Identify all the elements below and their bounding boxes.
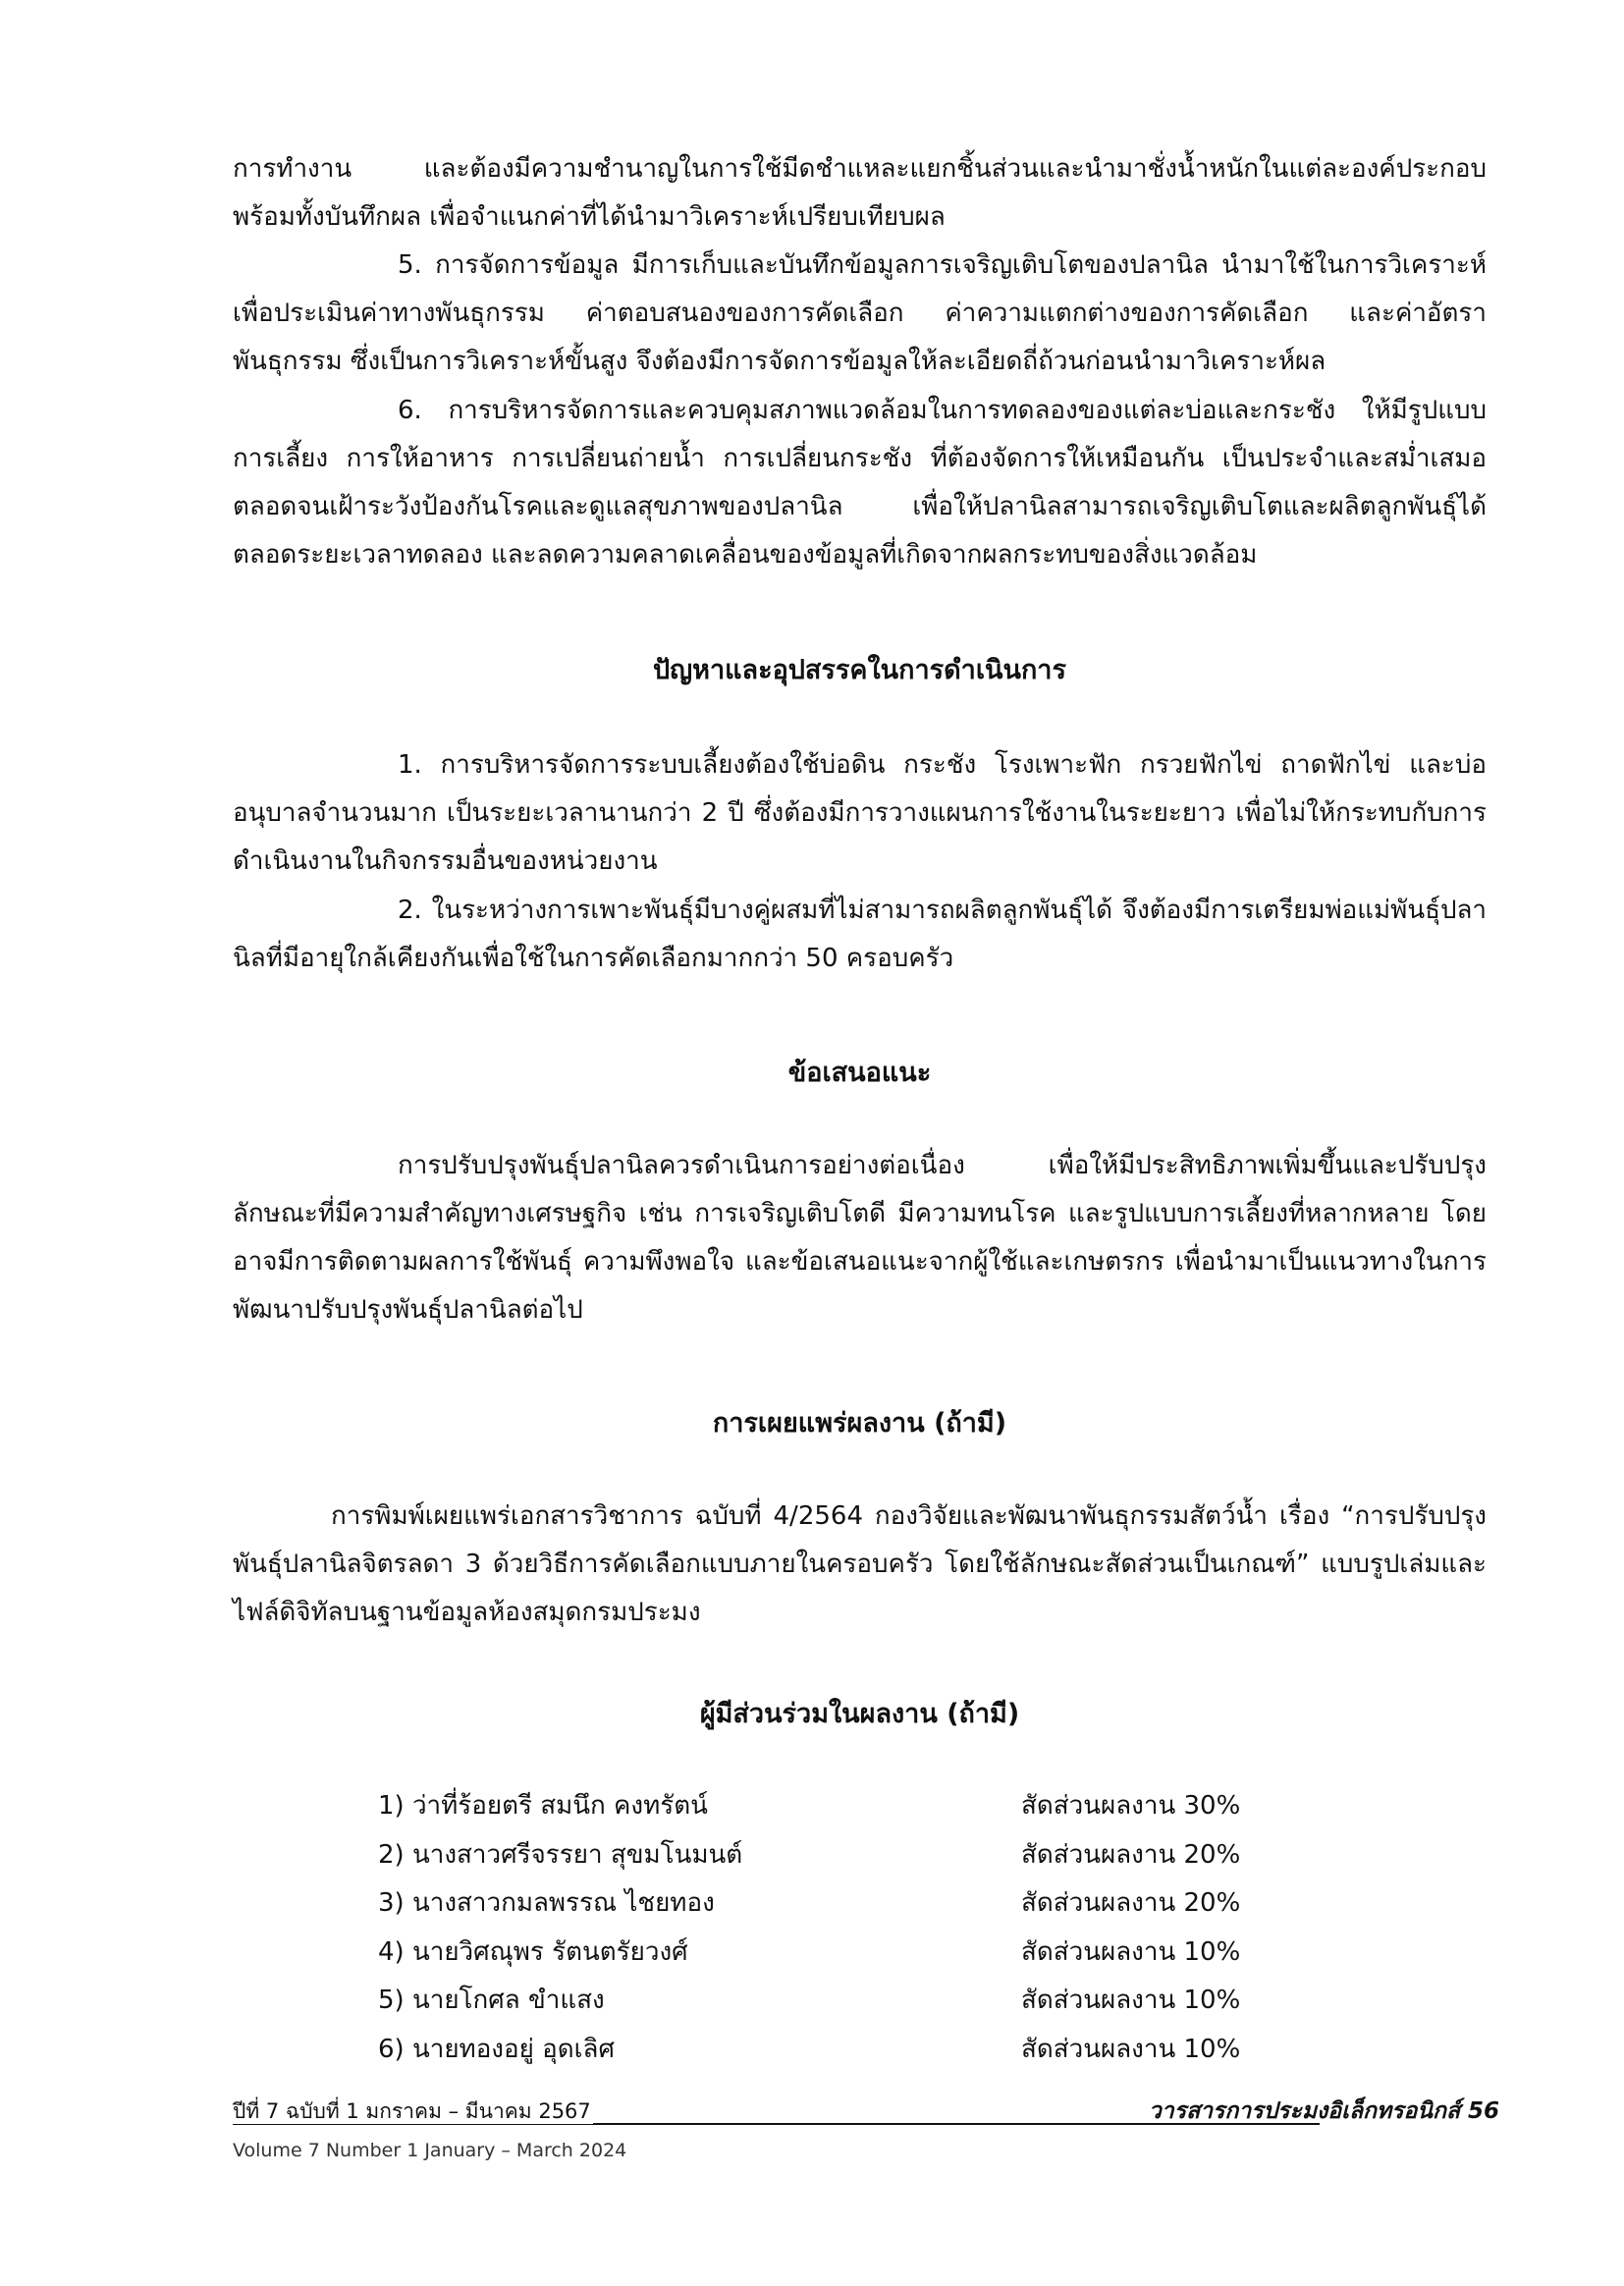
contributor-name: 3) นางสาวกมลพรรณ ไชยทอง <box>378 1888 715 1918</box>
contributors-heading: ผู้มีส่วนร่วมในผลงาน (ถ้ามี) <box>699 1699 1020 1729</box>
contributor-name: 2) นางสาวศรีจรรยา สุขมโนมนต์ <box>378 1839 743 1870</box>
list-item <box>378 2026 1321 2075</box>
contributors-list <box>378 1782 1321 2074</box>
contributor-share: สัดส่วนผลงาน 20% <box>1021 1839 1241 1870</box>
contributor-share: สัดส่วนผลงาน 20% <box>1021 1888 1241 1918</box>
dissemination-paragraph: การพิมพ์เผยแพร่เอกสารวิชาการ ฉบับที่ 4/2564 กองวิจัยและพัฒนาพันธุกรรมสัตว์น้ำ เรื่อง “การปรับปรุงพันธุ์ปลานิลจิตรลดา 3 ด้วยวิธีการคัดเลือกแบบภายในครอบครัว โดยใช้ลักษณะสัดส่วนเป็นเกณฑ์” แบบรูปเล่มและไฟล์ดิจิทัลบนฐานข้อมูลห้องสมุดกรมประมง <box>233 1501 1487 1627</box>
contributor-share: สัดส่วนผลงาน 10% <box>1021 2034 1241 2064</box>
footer-issue-thai: ปีที่ 7 ฉบับที่ 1 มกราคม – มีนาคม 2567 <box>233 2099 591 2123</box>
paragraph-data-management: 5. การจัดการข้อมูล มีการเก็บและบันทึกข้อมูลการเจริญเติบโตของปลานิล นำมาใช้ในการวิเคราะห์เพื่อประเมินค่าทางพันธุกรรม ค่าตอบสนองของการคัดเลือก ค่าความแตกต่างของการคัดเลือก และค่าอัตราพันธุกรรม ซึ่งเป็นการวิเคราะห์ขั้นสูง จึงต้องมีการจัดการข้อมูลให้ละเอียดถี่ถ้วนก่อนนำมาวิเคราะห์ผล <box>233 250 1487 376</box>
list-item <box>378 1831 1321 1880</box>
problem-item-2: 2. ในระหว่างการเพาะพันธุ์มีบางคู่ผสมที่ไม่สามารถผลิตลูกพันธุ์ได้ จึงต้องมีการเตรียมพ่อแม่พันธุ์ปลานิลที่มีอายุใกล้เคียงกันเพื่อใช้ในการคัดเลือกมากกว่า 50 ครอบครัว <box>233 896 1487 973</box>
list-item <box>378 1879 1321 1929</box>
contributor-name: 4) นายวิศณุพร รัตนตรัยวงศ์ <box>378 1936 688 1967</box>
footer-journal-title: วารสารการประมงอิเล็กทรอนิกส์ 56 <box>1148 2098 1499 2124</box>
contributor-name: 6) นายทองอยู่ อุดเลิศ <box>378 2034 615 2064</box>
dissemination-heading: การเผยแพร่ผลงาน (ถ้ามี) <box>712 1408 1007 1439</box>
footer-issue-english: Volume 7 Number 1 January – March 2024 <box>233 2140 627 2161</box>
paragraph-environment-control: 6. การบริหารจัดการและควบคุมสภาพแวดล้อมในการทดลองของแต่ละบ่อและกระชัง ให้มีรูปแบบการเลี้ยง การให้อาหาร การเปลี่ยนถ่ายน้ำ การเปลี่ยนกระชัง ที่ต้องจัดการให้เหมือนกัน เป็นประจำและสม่ำเสมอ ตลอดจนเฝ้าระวังป้องกันโรคและดูแลสุขภาพของปลานิล เพื่อให้ปลานิลสามารถเจริญเติบโตและผลิตลูกพันธุ์ได้ตลอดระยะเวลาทดลอง และลดความคลาดเคลื่อนของข้อมูลที่เกิดจากผลกระทบของสิ่งแวดล้อม <box>233 396 1487 570</box>
list-item <box>378 1977 1321 2026</box>
list-item <box>378 1929 1321 1978</box>
problems-heading: ปัญหาและอุปสรรคในการดำเนินการ <box>653 655 1066 685</box>
contributor-share: สัดส่วนผลงาน 30% <box>1021 1791 1241 1821</box>
contributor-name: 1) ว่าที่ร้อยตรี สมนึก คงทรัตน์ <box>378 1791 708 1821</box>
contributor-name: 5) นายโกศล ขำแสง <box>378 1986 605 2015</box>
contributor-share: สัดส่วนผลงาน 10% <box>1021 1986 1241 2015</box>
problem-item-1: 1. การบริหารจัดการระบบเลี้ยงต้องใช้บ่อดิน กระชัง โรงเพาะฟัก กรวยฟักไข่ ถาดฟักไข่ และบ่ออนุบาลจำนวนมาก เป็นระยะเวลานานกว่า 2 ปี ซึ่งต้องมีการวางแผนการใช้งานในระยะยาว เพื่อไม่ให้กระทบกับการดำเนินงานในกิจกรรมอื่นของหน่วยงาน <box>233 750 1487 876</box>
paragraph-work-method: การทำงาน และต้องมีความชำนาญในการใช้มีดชำแหละแยกชิ้นส่วนและนำมาชั่งน้ำหนักในแต่ละองค์ประกอบ พร้อมทั้งบันทึกผล เพื่อจำแนกค่าที่ได้นำมาวิเคราะห์เปรียบเทียบผล <box>233 154 1487 232</box>
list-item <box>378 1782 1321 1831</box>
suggestions-paragraph: การปรับปรุงพันธุ์ปลานิลควรดำเนินการอย่างต่อเนื่อง เพื่อให้มีประสิทธิภาพเพิ่มขึ้นและปรับปรุงลักษณะที่มีความสำคัญทางเศรษฐกิจ เช่น การเจริญเติบโตดี มีความทนโรค และรูปแบบการเลี้ยงที่หลากหลาย โดยอาจมีการติดตามผลการใช้พันธุ์ ความพึงพอใจ และข้อเสนอแนะจากผู้ใช้และเกษตรกร เพื่อนำมาเป็นแนวทางในการพัฒนาปรับปรุงพันธุ์ปลานิลต่อไป <box>233 1151 1487 1325</box>
contributor-share: สัดส่วนผลงาน 10% <box>1021 1936 1241 1967</box>
suggestions-heading: ข้อเสนอแนะ <box>787 1058 932 1088</box>
